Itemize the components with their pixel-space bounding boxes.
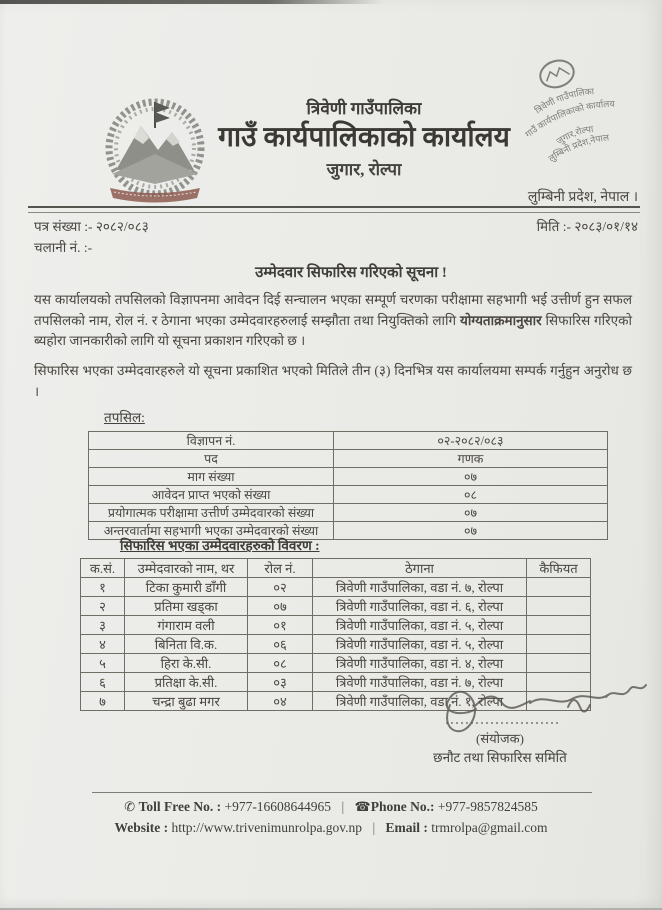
tapasil-heading: तपसिल: <box>104 410 145 425</box>
candidate-cell: गंगाराम वली <box>125 616 248 635</box>
email-label: Email : <box>385 819 428 835</box>
candidates-column-header: ठेगाना <box>313 559 527 578</box>
footer-separator: | <box>341 799 345 814</box>
candidate-row <box>81 597 591 616</box>
notice-paragraph-1 <box>34 290 632 352</box>
emblem-banner <box>110 188 200 203</box>
tapasil-row-value: ०७ <box>334 468 608 486</box>
paragraph1-text-a: यस कार्यालयको तपसिलको विज्ञापनमा आवेदन दिई सन्चालन भएका सम्पूर्ण चरणका परीक्षामा सहभागी भई उत्तीर्ण हुन सफल तपसिलको नाम, रोल नं. र ठेगाना भएका उम्मेदवारहरुलाई सम्झौता तथा नियुक्तिको लागि <box>34 292 632 328</box>
candidate-cell: बिनिता वि.क. <box>125 635 248 654</box>
footer-separator-2: | <box>372 819 376 835</box>
candidate-cell: ०१ <box>248 616 313 635</box>
date-label: मिति :- <box>536 219 571 234</box>
dispatch-number <box>34 238 92 256</box>
office-round-stamp <box>475 33 662 199</box>
footer-line-phones <box>0 797 662 818</box>
candidates-column-header: कैफियत <box>527 559 591 578</box>
signatory-role: (संयोजक) <box>476 731 524 746</box>
tapasil-row <box>89 468 608 486</box>
handwritten-signature <box>418 643 658 743</box>
candidate-row <box>81 578 591 597</box>
stamp-text-line2: गाउँ कार्यपालिकाको कार्यालय <box>523 98 615 140</box>
candidate-cell: त्रिवेणी गाउँपालिका, वडा नं. १, रोल्पा <box>313 692 527 711</box>
candidate-cell: हिरा के.सी. <box>125 654 248 673</box>
paragraph1-bold-term: योग्यताक्रमानुसार <box>459 312 542 328</box>
tapasil-row-value: ०७ <box>334 504 608 522</box>
candidates-column-header: रोल नं. <box>248 559 313 578</box>
tollfree-value: +977-16608644965 <box>224 799 332 814</box>
advertisement-summary-table <box>88 431 608 540</box>
dispatch-number-label: चलानी नं. :- <box>34 240 93 255</box>
tapasil-row-label: प्रयोगात्मक परीक्षामा उत्तीर्ण उम्मेदवारको संख्या <box>89 504 334 522</box>
stamp-text-line1: त्रिवेणी गाउँपालिका <box>533 86 595 116</box>
tapasil-table-body <box>89 432 608 540</box>
candidate-cell <box>527 597 591 616</box>
candidate-cell: चन्द्रा बुढा मगर <box>125 692 248 711</box>
candidate-cell: प्रतिक्षा के.सी. <box>125 673 248 692</box>
telephone-icon: ☎ <box>354 799 371 814</box>
email-value[interactable]: trmrolpa@gmail.com <box>431 819 548 835</box>
candidate-cell: ०३ <box>248 673 313 692</box>
candidate-cell: त्रिवेणी गाउँपालिका, वडा नं. ६, रोल्पा <box>313 597 527 616</box>
candidate-cell: त्रिवेणी गाउँपालिका, वडा नं. ४, रोल्पा <box>313 654 527 673</box>
stamp-text-line3: जुगार,रोल्पा <box>554 123 594 147</box>
tapasil-row-value: ०२-२०८२/०८३ <box>334 432 608 450</box>
candidate-cell: ४ <box>81 635 125 654</box>
tapasil-row-label: अन्तरवार्तामा सहभागी भएका उम्मेदवारको संख्या <box>89 522 334 540</box>
municipality-name: त्रिवेणी गाउँपालिका <box>306 99 422 118</box>
tapasil-row <box>89 450 608 468</box>
tapasil-row-value: ०८ <box>334 486 608 504</box>
website-label: Website : <box>114 819 169 835</box>
candidate-cell <box>527 616 591 635</box>
tollfree-label: Toll Free No. : <box>138 799 222 814</box>
candidate-row <box>81 616 591 635</box>
tapasil-row-label: पद <box>89 450 334 468</box>
tapasil-row-label: आवेदन प्राप्त भएको संख्या <box>89 486 334 504</box>
letterhead-divider <box>28 206 640 213</box>
notice-title: उम्मेदवार सिफारिस गरिएको सूचना ! <box>255 265 447 281</box>
tapasil-row <box>89 504 608 522</box>
candidate-cell: ०६ <box>248 635 313 654</box>
office-address: जुगार, रोल्पा <box>326 159 402 179</box>
candidates-header-row <box>81 559 591 578</box>
candidate-cell: ०२ <box>248 578 313 597</box>
tapasil-row-value: ०७ <box>334 522 608 540</box>
website-value[interactable]: http://www.trivenimunrolpa.gov.np <box>171 819 363 835</box>
candidates-column-header: उम्मेदवारको नाम, थर <box>125 559 248 578</box>
candidate-cell: ५ <box>81 654 125 673</box>
candidate-cell: ०७ <box>248 597 313 616</box>
candidate-cell: १ <box>81 578 125 597</box>
phone-value: +977-9857824585 <box>437 799 538 814</box>
notice-paragraph-2: सिफारिस भएका उम्मेदवारहरुले यो सूचना प्रकाशित भएको मितिले तीन (३) दिनभित्र यस कार्यालयमा सम्पर्क गर्नुहुन अनुरोध छ । <box>34 363 632 399</box>
ref-number-value: २०८२/०८३ <box>95 219 149 234</box>
province-line: लुम्बिनी प्रदेश, नेपाल । <box>527 190 638 205</box>
candidate-cell: ७ <box>81 692 125 711</box>
tapasil-row-value: गणक <box>334 450 608 468</box>
candidate-cell: ६ <box>81 673 125 692</box>
candidates-heading: सिफारिस भएका उम्मेदवारहरुको विवरण : <box>120 538 320 553</box>
candidate-cell: टिका कुमारी डाँगी <box>125 578 248 597</box>
footer-divider <box>92 792 592 793</box>
candidate-cell: त्रिवेणी गाउँपालिका, वडा नं. ५, रोल्पा <box>313 616 527 635</box>
footer-contact-block <box>0 797 662 839</box>
tapasil-row-label: विज्ञापन नं. <box>89 432 334 450</box>
candidate-cell: त्रिवेणी गाउँपालिका, वडा नं. ५, रोल्पा <box>313 635 527 654</box>
candidate-cell: त्रिवेणी गाउँपालिका, वडा नं. ७, रोल्पा <box>313 578 527 597</box>
scan-top-edge <box>0 0 384 4</box>
ref-number-label: पत्र संख्या :- <box>34 219 93 234</box>
candidates-column-header: क.सं. <box>81 559 125 578</box>
paragraph1-text-b: सिफारिस गरिएको ब्यहोरा जानकारीको लागि यो सूचना प्रकाशन गरिएको छ । <box>34 312 633 349</box>
candidate-cell: प्रतिमा खड्का <box>125 597 248 616</box>
tapasil-row <box>89 486 608 504</box>
phone-label: Phone No.: <box>370 799 435 814</box>
date-value: २०८३/०१/१४ <box>574 219 638 234</box>
signatory-committee: छनौट तथा सिफारिस समिति <box>433 750 567 765</box>
candidate-cell: ०४ <box>248 692 313 711</box>
candidate-cell: २ <box>81 597 125 616</box>
stamp-text-line4: लुम्बिनी प्रदेश,नेपाल <box>546 132 610 164</box>
letter-date <box>537 217 638 235</box>
office-name: गाउँ कार्यपालिकाको कार्यालय <box>218 121 510 153</box>
ref-number <box>34 217 149 235</box>
tollfree-phone-icon: ✆ <box>124 799 136 814</box>
candidate-cell: ३ <box>81 616 125 635</box>
footer-line-web <box>0 818 662 839</box>
tapasil-row <box>89 432 608 450</box>
stamp-emblem-icon <box>537 57 577 92</box>
candidate-cell: त्रिवेणी गाउँपालिका, वडा नं. ७, रोल्पा <box>313 673 527 692</box>
emblem-mountains <box>112 126 198 184</box>
candidate-cell: ०८ <box>248 654 313 673</box>
tapasil-row-label: माग संख्या <box>89 468 334 486</box>
candidate-cell <box>527 578 591 597</box>
